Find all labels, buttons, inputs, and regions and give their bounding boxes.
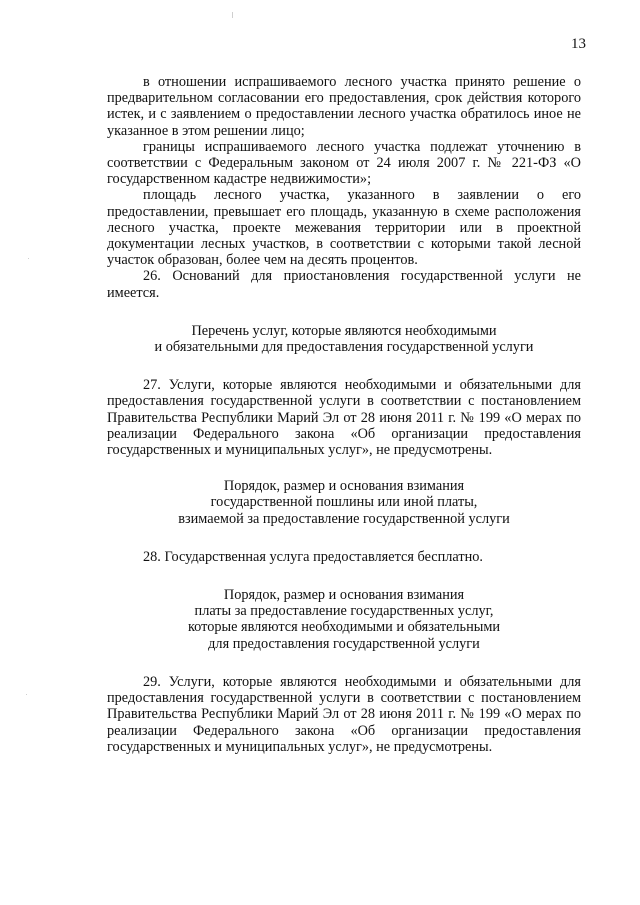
paragraph-29: 29. Услуги, которые являются необходимыми и обязательными для предоставления государственной услуги в соответствии с постановлением Правительства Республики Марий Эл от 28 июня 2011 г. № 199 «О мерах по реализации Федерального закона «Об организации предоставления государственных и муниципальных услуг», не предусмотрены. xyxy=(107,673,581,755)
section-29-heading xyxy=(107,587,581,652)
section-29-heading-line-3: которые являются необходимыми и обязательными xyxy=(187,619,501,636)
scan-mark-left-1 xyxy=(28,258,29,259)
section-27-heading-line-1: Перечень услуг, которые являются необходимыми xyxy=(191,322,497,339)
paragraph-27: 27. Услуги, которые являются необходимыми и обязательными для предоставления государственной услуги в соответствии с постановлением Правительства Республики Марий Эл от 28 июня 2011 г. № 199 «О мерах по реализации Федерального закона «Об организации предоставления государственных и муниципальных услуг», не предусмотрены. xyxy=(107,377,581,459)
section-28-heading-line-3: взимаемой за предоставление государственной услуги xyxy=(178,510,510,527)
section-28-heading-line-2: государственной пошлины или иной платы, xyxy=(210,494,478,511)
scan-mark-left-2 xyxy=(26,694,27,695)
section-27-heading-line-2: и обязательными для предоставления государственной услуги xyxy=(154,339,534,356)
document-body xyxy=(107,74,581,755)
section-29-heading-line-2: платы за предоставление государственных услуг, xyxy=(194,603,494,620)
paragraph-boundaries: границы испрашиваемого лесного участка подлежат уточнению в соответствии с Федеральным законом от 24 июля 2007 г. № 221-ФЗ «О государственном кадастре недвижимости»; xyxy=(107,138,581,188)
paragraph-area: площадь лесного участка, указанного в заявлении о его предоставлении, превышает его площадь, указанную в схеме расположения лесного участка, проекте межевания территории или в проектной документации лесных участков, в соответствии с которыми такой лесной участок образован, более чем на десять процентов. xyxy=(107,187,581,269)
section-28-heading xyxy=(107,478,581,527)
paragraph-26: 26. Оснований для приостановления государственной услуги не имеется. xyxy=(107,268,581,301)
section-29-heading-line-1: Порядок, размер и основания взимания xyxy=(223,587,465,604)
page-number: 13 xyxy=(571,36,586,52)
paragraph-forest-decision: в отношении испрашиваемого лесного участка принято решение о предварительном согласовании его предоставления, срок действия которого истек, и с заявлением о предоставлении лесного участка обратилось иное не указанное в этом решении лицо; xyxy=(107,74,581,139)
section-28-heading-line-1: Порядок, размер и основания взимания xyxy=(223,478,465,495)
section-29-heading-line-4: для предоставления государственной услуги xyxy=(208,635,480,652)
section-27-heading xyxy=(107,323,581,355)
paragraph-28: 28. Государственная услуга предоставляется бесплатно. xyxy=(143,548,483,565)
scan-mark-top xyxy=(232,12,233,18)
